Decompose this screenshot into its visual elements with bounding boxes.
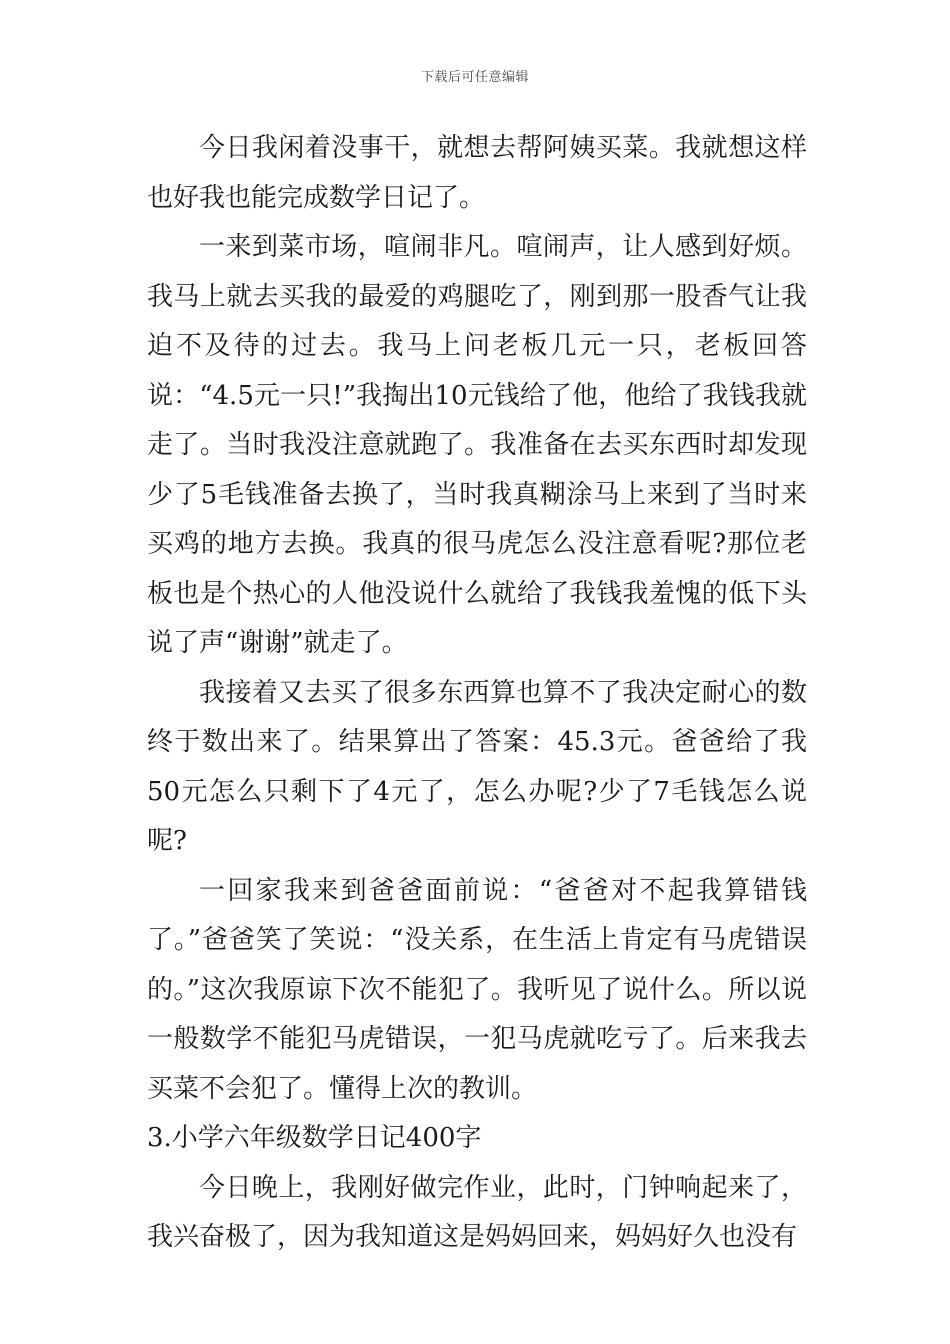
page-header: 下载后可任意编辑 <box>420 70 529 85</box>
paragraph-1: 今日我闲着没事干，就想去帮阿姨买菜。我就想这样也好我也能完成数学日记了。 <box>147 133 807 213</box>
paragraph-4: 一回家我来到爸爸面前说：“爸爸对不起我算错钱了。”爸爸笑了笑说：“没关系，在生活上肯定有马虎错误的。”这次我原谅下次不能犯了。我听见了说什么。所以说一般数学不能犯马虎错误，一犯马虎就吃亏了。后来我去买菜不会犯了。懂得上次的教训。 <box>147 875 807 1104</box>
section-heading: 3.小学六年级数学日记400字 <box>147 1123 482 1153</box>
paragraph-2: 一来到菜市场，喧闹非凡。喧闹声，让人感到好烦。我马上就去买我的最爱的鸡腿吃了，刚到那一股香气让我迫不及待的过去。我马上问老板几元一只，老板回答说：“4.5元一只!”我掏出10元钱给了他，他给了我钱我就走了。当时我没注意就跑了。我准备在去买东西时却发现少了5毛钱准备去换了，当时我真糊涂马上来到了当时来买鸡的地方去换。我真的很马虎怎么没注意看呢?那位老板也是个热心的人他没说什么就给了我钱我羞愧的低下头说了声“谢谢”就走了。 <box>147 232 807 658</box>
paragraph-5: 今日晚上，我刚好做完作业，此时，门钟响起来了，我兴奋极了，因为我知道这是妈妈回来，妈妈好久也没有 <box>147 1172 807 1252</box>
document-body <box>147 124 807 1263</box>
paragraph-3: 我接着又去买了很多东西算也算不了我决定耐心的数终于数出来了。结果算出了答案：45.3元。爸爸给了我50元怎么只剩下了4元了，怎么办呢?少了7毛钱怎么说呢? <box>147 677 807 856</box>
